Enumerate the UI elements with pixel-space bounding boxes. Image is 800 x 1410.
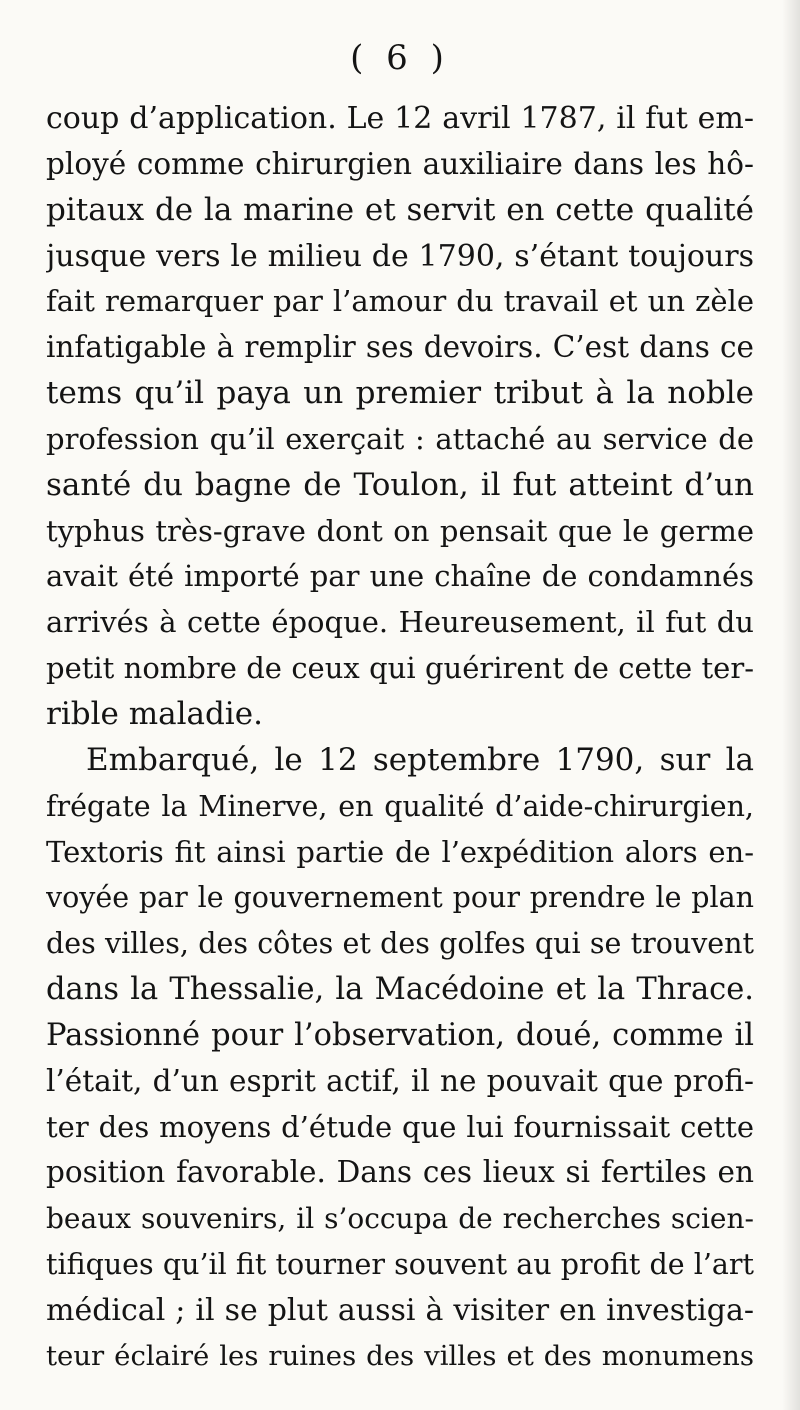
text-line: voyée par le gouvernement pour prendre le plan	[46, 881, 754, 915]
body-text	[46, 96, 754, 1380]
text-line: Passionné pour l’observation, doué, comme il	[46, 1017, 754, 1053]
text-line: pitaux de la marine et servit en cette qualité	[46, 191, 754, 228]
text-line: tifiques qu’il fit tourner souvent au profit de l’art	[46, 1248, 754, 1282]
text-line: ployé comme chirurgien auxiliaire dans les hô-	[46, 146, 754, 181]
text-line: arrivés à cette époque. Heureusement, il fut du	[46, 605, 754, 640]
text-line: infatigable à remplir ses devoirs. C’est dans ce	[46, 330, 754, 365]
text-line: fait remarquer par l’amour du travail et un zèle	[46, 284, 754, 319]
text-line: Textoris fit ainsi partie de l’expédition alors en-	[46, 834, 754, 869]
text-line: beaux souvenirs, il s’occupa de recherches scien-	[46, 1202, 754, 1236]
text-line: avait été importé par une chaîne de condamnés	[46, 559, 754, 594]
page-edge-shadow	[782, 0, 800, 1410]
text-line: santé du bagne de Toulon, il fut atteint d’un	[46, 466, 754, 503]
text-line: ter des moyens d’étude que lui fournissait cette	[46, 1109, 754, 1144]
text-line: profession qu’il exerçait : attaché au service de	[46, 421, 754, 456]
text-line: l’était, d’un esprit actif, il ne pouvait que profi-	[46, 1063, 754, 1098]
text-line: typhus très-grave dont on pensait que le germe	[46, 513, 754, 548]
text-line: jusque vers le milieu de 1790, s’étant toujours	[46, 238, 754, 274]
text-line: coup d’application. Le 12 avril 1787, il fut em-	[46, 101, 754, 136]
text-line: position favorable. Dans ces lieux si fertiles en	[46, 1155, 754, 1190]
text-line: petit nombre de ceux qui guérirent de cette ter-	[46, 651, 754, 686]
text-line: teur éclairé les ruines des villes et des monumens	[46, 1339, 754, 1372]
text-line: frégate la Minerve, en qualité d’aide-chirurgien,	[46, 789, 754, 823]
text-line: médical ; il se plut aussi à visiter en investiga-	[46, 1292, 754, 1328]
text-line: tems qu’il paya un premier tribut à la noble	[46, 375, 754, 412]
text-line: dans la Thessalie, la Macédoine et la Thrace.	[46, 972, 754, 1008]
paragraph-end-line: rible maladie.	[46, 695, 263, 732]
paragraph-start-line: Embarqué, le 12 septembre 1790, sur la	[86, 741, 754, 778]
text-line: des villes, des côtes et des golfes qui se trouvent	[46, 927, 754, 961]
page-number: ( 6 )	[350, 38, 450, 78]
